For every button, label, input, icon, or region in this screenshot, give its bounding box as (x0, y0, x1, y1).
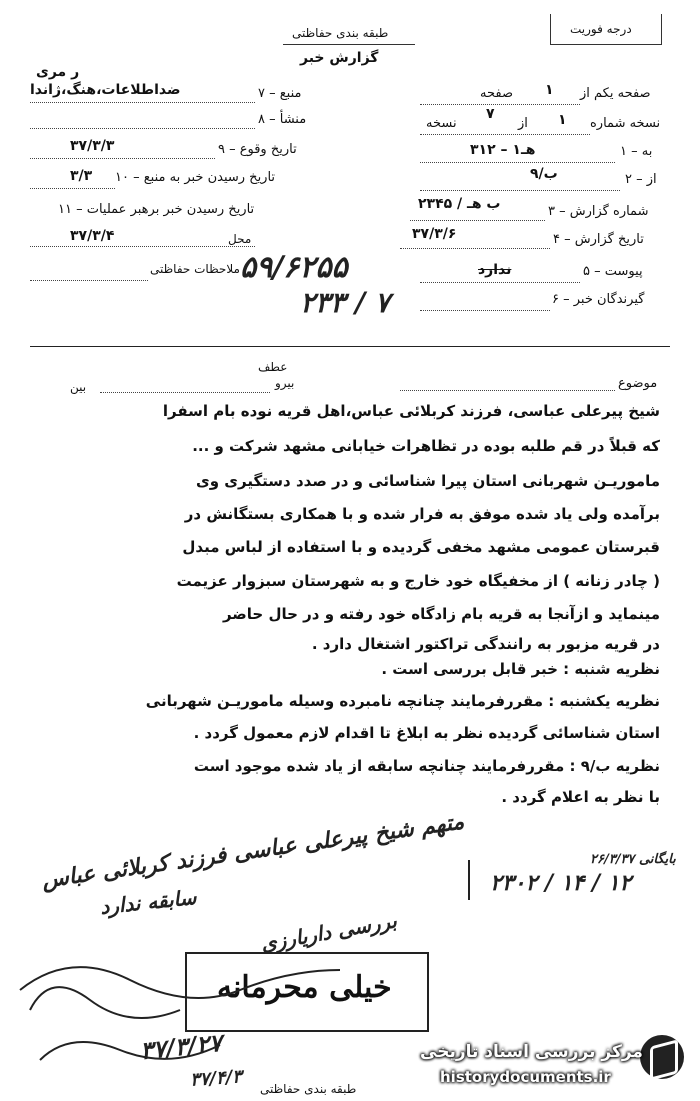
page-of-value: ۱ (545, 82, 554, 98)
body-line-12: نظریه ب/۹ : مقررفرمایند چنانچه سابقه از یاد شده موجود است (193, 757, 660, 775)
field-occurrence-value: ۳۷/۳/۳ (70, 138, 115, 154)
handwritten-date-note: ۲۶/۳/۳۷ بایگانی (590, 852, 676, 867)
handwritten-ref-number: ۲۳۰۲ / ۱۴ / ۱۲ (490, 870, 632, 896)
field-from-value: ۹/ب (530, 166, 558, 182)
body-line-13: با نظر به اعلام گردد . (501, 788, 660, 806)
page-of-suffix: صفحه (480, 86, 513, 101)
report-title: گزارش خبر (300, 50, 379, 66)
field-report-date-value: ۳۷/۳/۶ (412, 226, 457, 242)
urgency-label: درجه فوریت (570, 22, 632, 36)
field-occurrence-line (30, 158, 215, 159)
field-received-source-label: ۱۰ – تاریخ رسیدن خبر به منبع (115, 170, 276, 185)
field-report-number-label: ۳ – شماره گزارش (548, 204, 649, 219)
body-line-7: مینماید و ازآنجا به قریه بام زادگاه خود رفته و در حال حاضر (222, 605, 660, 623)
field-received-leader-value: ۳۷/۳/۴ (70, 228, 115, 244)
field-received-leader-line (30, 246, 255, 247)
handwritten-bottom-note: ۳۷/۴/۳ (189, 1066, 243, 1091)
classification-top-line (283, 44, 415, 45)
bin-label: بین (70, 380, 87, 394)
field-attachment-label: ۵ – پیوست (583, 264, 643, 279)
field-location-label: محل (228, 232, 252, 246)
subject-line (400, 390, 615, 391)
watermark-url: historydocuments.ir (440, 1068, 611, 1086)
field-from-line (420, 190, 620, 191)
field-occurrence-label: ۹ – تاریخ وقوع (218, 142, 297, 157)
secret-mark: ر مری (36, 64, 80, 80)
field-received-source-line (30, 188, 115, 189)
field-recipients-label: ۶ – گیرندگان خبر (552, 292, 645, 307)
field-report-date-line (400, 248, 550, 249)
field-attachment-line (420, 282, 580, 283)
field-source-line (30, 102, 255, 103)
body-line-6: ( چادر زنانه ) از مخفیگاه خود خارج و به شهرستان سبزوار عزیمت (176, 572, 660, 590)
page-of-line (420, 104, 580, 105)
stamp-number-2: ۲۳۳ / ۷ (300, 286, 390, 319)
field-report-date-label: ۴ – تاریخ گزارش (553, 232, 644, 247)
page-of-label: صفحه یکم از (580, 86, 651, 101)
body-line-10: نظریه یکشنبه : مقررفرمایند چنانچه نامبرده وسیله ماموریـن شهربانی (145, 692, 660, 710)
field-protection-notes-label: ملاحظات حفاظتی (150, 262, 240, 276)
field-from-label: ۲ – از (625, 172, 657, 187)
field-attachment-value: ندارد (478, 262, 512, 278)
copy-number-line (420, 134, 590, 135)
field-received-source-value: ۳/۳ (70, 168, 93, 184)
field-received-leader-label: ۱۱ – تاریخ رسیدن خبر برهبر عملیات (58, 202, 255, 217)
atf-label: عطف (258, 360, 288, 374)
field-to-label: ۱ – به (620, 144, 653, 159)
watermark-logo-icon (640, 1035, 684, 1079)
header-divider (30, 346, 670, 347)
body-line-11: استان شناسائی گردیده نظر به ابلاغ تا اقدام لازم معمول گردد . (193, 724, 660, 742)
handwritten-bottom-date: ۳۷/۳/۲۷ (138, 1027, 224, 1066)
field-report-number-line (410, 220, 545, 221)
biro-label: بیرو (275, 376, 295, 390)
urgency-box (550, 14, 662, 45)
ref-bracket (468, 860, 470, 900)
field-report-number-value: ۲۳۴۵ / ب هـ (418, 196, 501, 212)
field-recipients-line (420, 310, 550, 311)
very-confidential-stamp-text: خیلی محرمانه (217, 970, 392, 1005)
field-to-line (420, 162, 615, 163)
classification-top: طبقه بندی حفاظتی (292, 26, 389, 40)
copy-number-mid: از (518, 116, 528, 131)
body-line-9: نظریه شنبه : خبر قابل بررسی است . (381, 660, 660, 678)
handwritten-line-1: متهم شیخ پیرعلی عباسی فرزند کربلائی عباس (40, 808, 466, 894)
copy-number-value: ۱ (558, 112, 567, 128)
copy-number-suffix: نسخه (426, 116, 457, 131)
body-line-3: ماموریـن شهربانی استان پیرا شناسائی و در صدد دستگیری وی (195, 472, 660, 490)
classification-bottom: طبقه بندی حفاظتی (260, 1082, 357, 1096)
subject-label: موضوع (618, 376, 658, 391)
copy-number-value2: ۷ (486, 106, 495, 122)
field-origin-line (30, 128, 255, 129)
field-source-label: ۷ – منبع (258, 86, 302, 101)
body-line-1: شیخ پیرعلی عباسی، فرزند کربلائی عباس،اهل قریه نوده بام اسفرا (162, 402, 660, 420)
body-line-4: برآمده ولی یاد شده موفق به فرار شده و با همکاری بستگانش در (184, 505, 660, 523)
field-protection-notes-line (30, 280, 148, 281)
handwritten-line-3: بررسی داریارزی (258, 908, 399, 956)
handwritten-line-2: سابقه ندارد (99, 885, 198, 919)
field-to-value: ۳۱۲ – هـ۱ (470, 142, 536, 158)
body-line-8: در قریه مزبور به رانندگی تراکتور اشتغال دارد . (311, 635, 660, 653)
copy-number-label: نسخه شماره (590, 116, 661, 131)
biro-line (100, 392, 270, 393)
watermark-title: مرکز بررسی اسناد تاریخی (420, 1042, 643, 1062)
field-source-value: ضداطلاعات،هنگ،ژاندا (30, 82, 181, 98)
body-line-2: که قبلاً در قم طلبه بوده در تظاهرات خیابانی مشهد شرکت و ... (192, 437, 660, 455)
field-origin-label: ۸ – منشأ (258, 112, 307, 127)
stamp-number-1: ۵۹/۶۲۵۵ (240, 250, 348, 285)
body-line-5: قبرستان عمومی مشهد مخفی گردیده و با استفاده از لباس مبدل (182, 538, 660, 556)
